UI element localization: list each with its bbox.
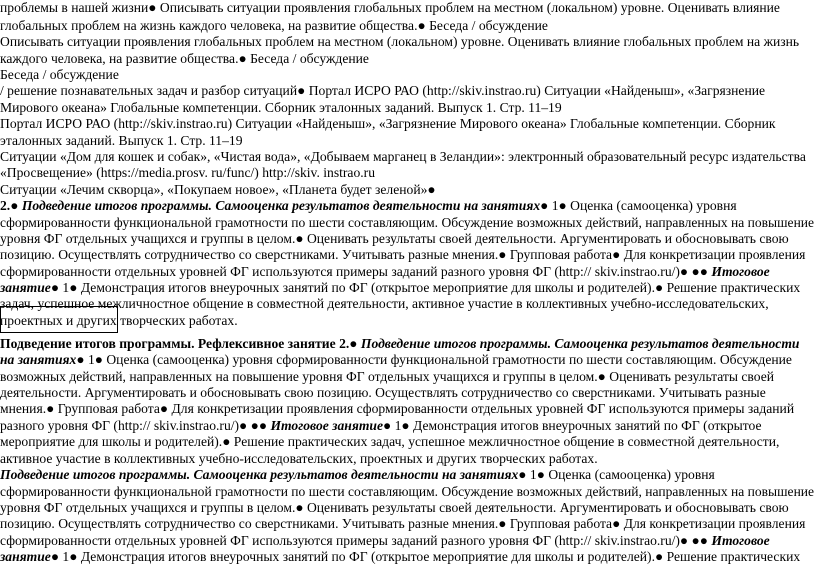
text-line [0,401,794,417]
text-run: уровня ФГ отдельных учащихся и группы в целом.● Оценивать результаты своей деятельности. Аргументировать и обосновывать свою [0,231,789,246]
text-run: сформированности функциональной грамотности по шести составляющим. Обсуждение возможных действий, направленных на повышение [0,215,815,230]
text-run: позицию. Осуществлять сотрудничество со сверстниками. Учитывать разные мнения.● Групповая работа● Для конкретизации проявления [0,247,806,262]
text-run: ● 1● Демонстрация итогов внеурочных занятий по ФГ (открытое [383,418,762,433]
text-run: каждого человека, на развитие общества.● Беседа / обсуждение [0,51,369,66]
text-line [0,215,814,231]
text-run: ● 1● Демонстрация итогов внеурочных занятий по ФГ (открытое мероприятие для школы и родителей).● Решение практических [50,280,801,295]
text-line [0,116,776,132]
bold-italic-text-run: занятие [0,549,51,564]
text-line [0,247,805,263]
text-run: позицию. Осуществлять сотрудничество со сверстниками. Учитывать разные мнения.● Групповая работа● Для конкретизации проявления [0,516,806,531]
bold-text-run: Подведение итогов программы. Рефлексивное занятие 2.● [0,336,361,351]
text-line [0,18,548,34]
text-line [0,34,799,50]
text-line [0,336,799,352]
text-run: уровня ФГ отдельных учащихся и группы в целом.● Оценивать результаты своей деятельности. Аргументировать и обосновывать свою [0,500,789,515]
bold-italic-text-run: Подведение итогов программы. Самооценка результатов деятельности на занятиях● [0,467,527,482]
text-line [0,280,800,296]
text-run: сформированности отдельных уровней ФГ используются примеры заданий разного уровня ФГ (http:// skiv.instrao.ru/)● ●● [0,533,712,548]
text-run: проектных и других творческих работах. [0,313,238,328]
text-run: глобальных проблем на жизнь каждого человека, на развитие общества.● Беседа / обсуждение [0,18,548,33]
text-run: эталонных заданий. Выпуск 1. Стр. 11–19 [0,133,243,148]
text-line [0,51,369,67]
text-line [0,231,789,247]
text-run: разного уровня ФГ (http:// skiv.instrao.ru/)● ●● [0,418,271,433]
bold-italic-text-run: Подведение итогов программы. Самооценка результатов деятельности на занятиях● [21,198,549,213]
text-line [0,516,805,532]
text-run: сформированности функциональной грамотности по шести составляющим. Обсуждение возможных действий, направленных на повышение [0,484,815,499]
text-line [0,313,238,329]
text-run: мероприятие для школы и родителей).● Решение практических задач, успешное межличностное общение в совместной деятельности, [0,434,780,449]
text-run: 1● Оценка (самооценка) уровня [526,467,715,482]
text-line [0,165,375,181]
text-line [0,67,119,83]
text-line [0,451,598,467]
text-line [0,385,766,401]
text-run: задач, успешное межличностное общение в совместной деятельности, активное участие в коллективных учебно-исследовательских, [0,296,769,311]
bold-italic-text-run: занятие [0,280,51,295]
text-line [0,0,780,16]
text-line [0,434,779,450]
bold-italic-text-run: Итоговое [711,264,770,279]
text-line [0,198,737,214]
text-run: «Просвещение» (https://media.prosv. ru/func/) http://skiv. instrao.ru [0,165,375,180]
text-run: Ситуации «Дом для кошек и собак», «Чистая вода», «Добываем марганец в Зеландии»: электронный образовательный ресурс издательства [0,149,806,164]
text-line [0,83,765,99]
text-line [0,182,436,198]
text-line [0,296,769,312]
text-line [0,352,792,368]
bold-italic-text-run: Итоговое [711,533,770,548]
text-line [0,549,800,565]
text-run: Описывать ситуации проявления глобальных проблем на местном (локальном) уровне. Оценивать влияние глобальных проблем на жизнь [0,34,800,49]
text-run: Ситуации «Лечим скворца», «Покупаем новое», «Планета будет зеленой»● [0,182,436,197]
text-run: активное участие в коллективных учебно-исследовательских, проектных и других творческих работах. [0,451,598,466]
text-line [0,418,762,434]
bold-italic-text-run: Подведение итогов программы. Самооценка результатов деятельности [360,336,800,351]
text-run: деятельности. Аргументировать и обосновывать свою позицию. Осуществлять сотрудничество со сверстниками. Учитывать разные [0,385,766,400]
text-line [0,484,814,500]
text-run: Мирового океана» Глобальные компетенции. Сборник эталонных заданий. Выпуск 1. Стр. 11–19 [0,100,562,115]
text-run: Беседа / обсуждение [0,67,119,82]
text-line [0,100,562,116]
text-run: сформированности отдельных уровней ФГ используются примеры заданий разного уровня ФГ (http:// skiv.instrao.ru/)● ●● [0,264,712,279]
bold-italic-text-run: Итоговое занятие [270,418,383,433]
text-run: ● 1● Демонстрация итогов внеурочных занятий по ФГ (открытое мероприятие для школы и родителей).● Решение практических [50,549,801,564]
bold-text-run: 2.● [0,198,22,213]
text-run: / решение познавательных задач и разбор ситуаций● Портал ИСРО РАО (http://skiv.instrao.ru) Ситуации «Найденыш», «Загрязнение [0,83,766,98]
text-line [0,369,774,385]
text-line [0,133,243,149]
text-run: возможных действий, направленных на повышение уровня ФГ отдельных учащихся и группы в целом.● Оценивать результаты своей [0,369,775,384]
text-line [0,500,789,516]
text-run: 1● Оценка (самооценка) уровня сформированности функциональной грамотности по шести составляющим. Обсуждение [84,352,792,367]
text-run: мнения.● Групповая работа● Для конкретизации проявления сформированности отдельных уровней ФГ используются примеры заданий [0,401,795,416]
bold-italic-text-run: на занятиях● [0,352,85,367]
text-line [0,533,770,549]
text-run: проблемы в нашей жизни● Описывать ситуации проявления глобальных проблем на местном (локальном) уровне. Оценивать влияние [0,0,780,15]
text-run: 1● Оценка (самооценка) уровня [548,198,737,213]
text-line [0,467,715,483]
text-line [0,264,770,280]
text-line [0,149,806,165]
text-run: Портал ИСРО РАО (http://skiv.instrao.ru) Ситуации «Найденыш», «Загрязнение Мирового океана» Глобальные компетенции. Сборник [0,116,776,131]
